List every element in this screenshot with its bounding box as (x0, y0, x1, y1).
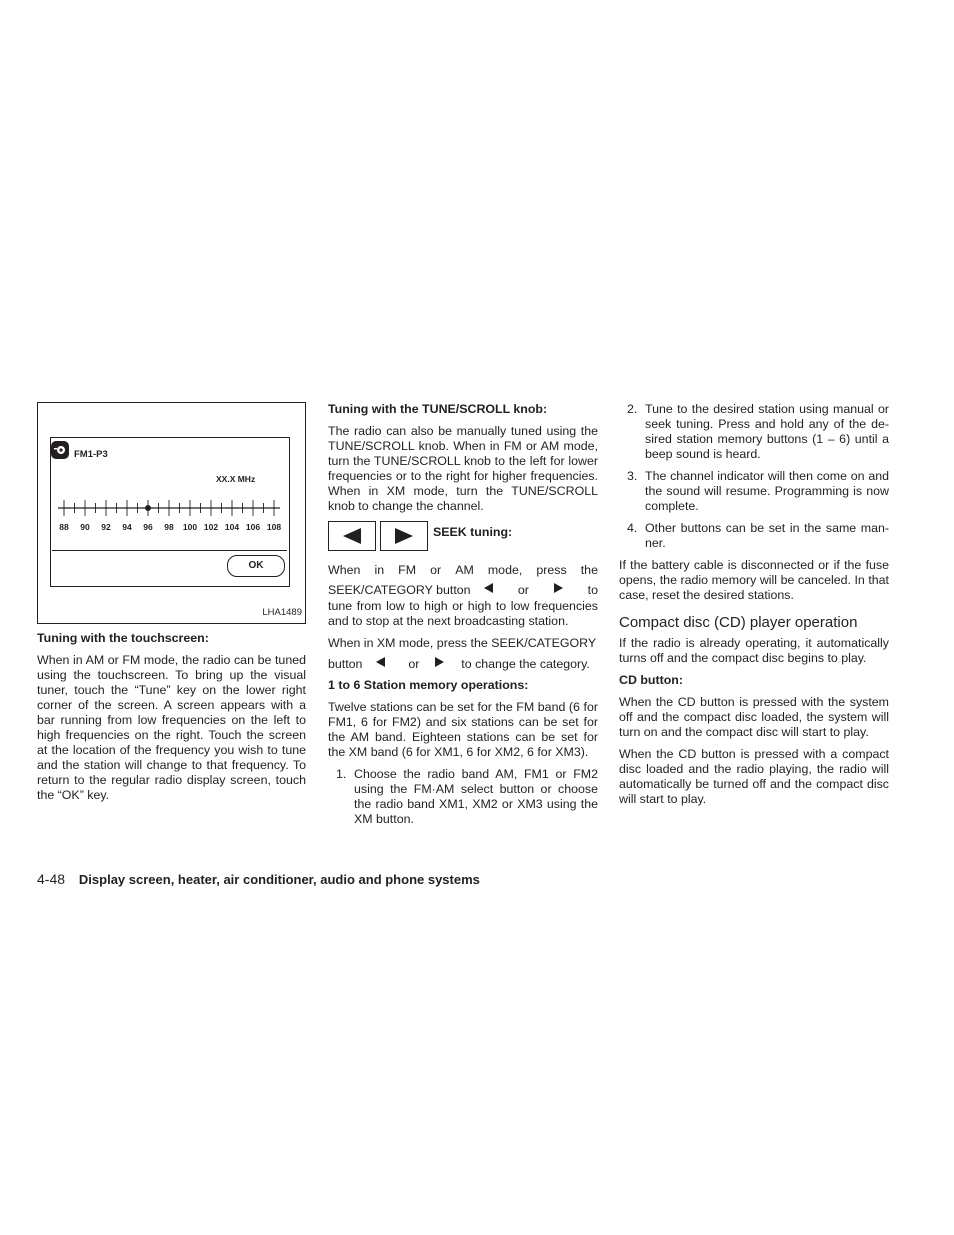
step-1 (328, 767, 598, 827)
seek-line-2 (328, 583, 598, 598)
step-3 (619, 469, 889, 514)
xm-line-2 (328, 657, 598, 672)
step-number: 2. (627, 402, 638, 416)
figure-code: LHA1489 (262, 607, 302, 618)
xm-or-text: or (408, 657, 420, 671)
step-text: Tune to the desired station using manual or seek tuning. Press and hold any of the de-sired station memory buttons (1 – 6) until a beep sound is heard. (645, 402, 889, 461)
cd-paragraph-2: When the CD button is pressed with a compact disc loaded and the radio playing, the radio will automatically be turned off and the compact disc will start to play. (619, 747, 889, 806)
seek-up-wrap (554, 583, 563, 598)
seek-right-button (380, 521, 428, 551)
seek-left-button (328, 521, 376, 551)
scale-label: 102 (203, 522, 219, 532)
xm-line-1: When in XM mode, press the SEEK/CATEGORY (328, 636, 597, 650)
scale-label: 98 (164, 522, 174, 532)
memory-steps (328, 767, 598, 827)
seek-button-text (328, 583, 493, 598)
scale-label: 92 (101, 522, 111, 532)
memory-paragraph: Twelve stations can be set for the FM band (6 for FM1, 6 for FM2) and six stations can be set for the AM band. Eighteen stations can be set for the XM band (6 for XM1, 6 for XM2, 6 for XM3). (328, 700, 598, 759)
word: press (536, 563, 567, 577)
scale-label: 90 (80, 522, 90, 532)
arrow-right-icon (395, 528, 413, 544)
word: or (430, 563, 442, 577)
or-text: or (517, 583, 529, 597)
cd-button-heading: CD button: (619, 673, 683, 687)
seek-up-icon (554, 583, 563, 593)
frequency-scale[interactable] (54, 495, 284, 545)
step-text: Choose the radio band AM, FM1 or FM2 using the FM·AM select button or choose the radio band XM1, XM2 or XM3 using the XM button. (354, 767, 598, 826)
category-down-icon (376, 657, 385, 667)
memory-steps-continued (619, 402, 889, 551)
tune-scroll-heading: Tuning with the TUNE/SCROLL knob: (328, 402, 548, 416)
seek-paragraph-rest: tune from low to high or high to low frequencies and to stop at the next broadcasting station. (328, 599, 598, 628)
step-text: Other buttons can be set in the same man-ner. (645, 521, 889, 550)
xm-button-text: button (328, 657, 363, 671)
column-3 (619, 402, 889, 814)
column-1 (37, 402, 306, 810)
scale-label: 106 (245, 522, 261, 532)
cd-paragraph-1: When the CD button is pressed with the system off and the compact disc loaded, the system will turn on and the compact disc will start to play. (619, 695, 889, 739)
ok-button[interactable]: OK (227, 555, 285, 577)
scale-label: 94 (122, 522, 132, 532)
column-2 (328, 402, 598, 834)
scale-label: 100 (182, 522, 198, 532)
category-up-icon (435, 657, 444, 667)
scale-label: 88 (59, 522, 69, 532)
radio-tuner-figure (37, 402, 306, 624)
scale-label: 96 (143, 522, 153, 532)
cd-intro-paragraph: If the radio is already operating, it automatically turns off and the compact disc begins to play. (619, 636, 889, 665)
step-2 (619, 402, 889, 462)
xm-end-text: to change the category. (461, 657, 590, 671)
page-number: 4-48 (37, 871, 66, 887)
tuning-indicator (145, 505, 151, 511)
touchscreen-paragraph: When in AM or FM mode, the radio can be tuned using the touchscreen. To bring up the visual tuner, touch the “Tune” key on the lower right corner of the screen. A screen appears with a bar running from low frequencies on the left to high frequencies on the right. Touch the screen at the location of the frequency you wish to tune and the station will change to that frequency. To return to the regular radio display screen, touch the “OK” key. (37, 653, 306, 802)
word: the (580, 563, 598, 577)
word: mode, (487, 563, 523, 577)
arrow-left-icon (343, 528, 361, 544)
seek-heading: SEEK tuning: (433, 525, 513, 539)
word: When (328, 563, 361, 577)
seek-down-icon (484, 583, 493, 593)
to-text: to (587, 583, 598, 597)
battery-paragraph: If the battery cable is disconnected or if the fuse opens, the radio memory will be canceled. In that case, reset the desired stations. (619, 558, 889, 602)
word: AM (455, 563, 474, 577)
frequency-label: XX.X MHz (216, 474, 256, 484)
seek-buttons-row (328, 521, 598, 551)
scale-label: 104 (224, 522, 240, 532)
chapter-title: Display screen, heater, air conditioner, audio and phone systems (78, 872, 480, 887)
band-label: FM1-P3 (74, 449, 108, 460)
cd-section-title: Compact disc (CD) player operation (619, 614, 858, 631)
radio-band-icon (50, 440, 70, 460)
step-4 (619, 521, 889, 551)
seek-line-1 (328, 563, 598, 578)
step-number: 4. (627, 521, 638, 535)
tune-scroll-paragraph: The radio can also be manually tuned using the TUNE/SCROLL knob. When in FM or AM mode, turn the TUNE/SCROLL knob to the left for lower frequencies or to the right for higher frequencies. When in XM mode, turn the TUNE/SCROLL knob to change the channel. (328, 424, 598, 513)
scale-label: 108 (266, 522, 282, 532)
touchscreen-heading: Tuning with the touchscreen: (37, 631, 209, 645)
word: FM (398, 563, 417, 577)
memory-heading: 1 to 6 Station memory operations: (328, 678, 529, 692)
step-number: 1. (336, 767, 347, 781)
step-number: 3. (627, 469, 638, 483)
step-text: The channel indicator will then come on and the sound will resume. Programming is now complete. (645, 469, 889, 513)
seek-category-text: SEEK/CATEGORY button (328, 583, 471, 597)
word: in (374, 563, 385, 577)
page-footer (37, 871, 480, 887)
